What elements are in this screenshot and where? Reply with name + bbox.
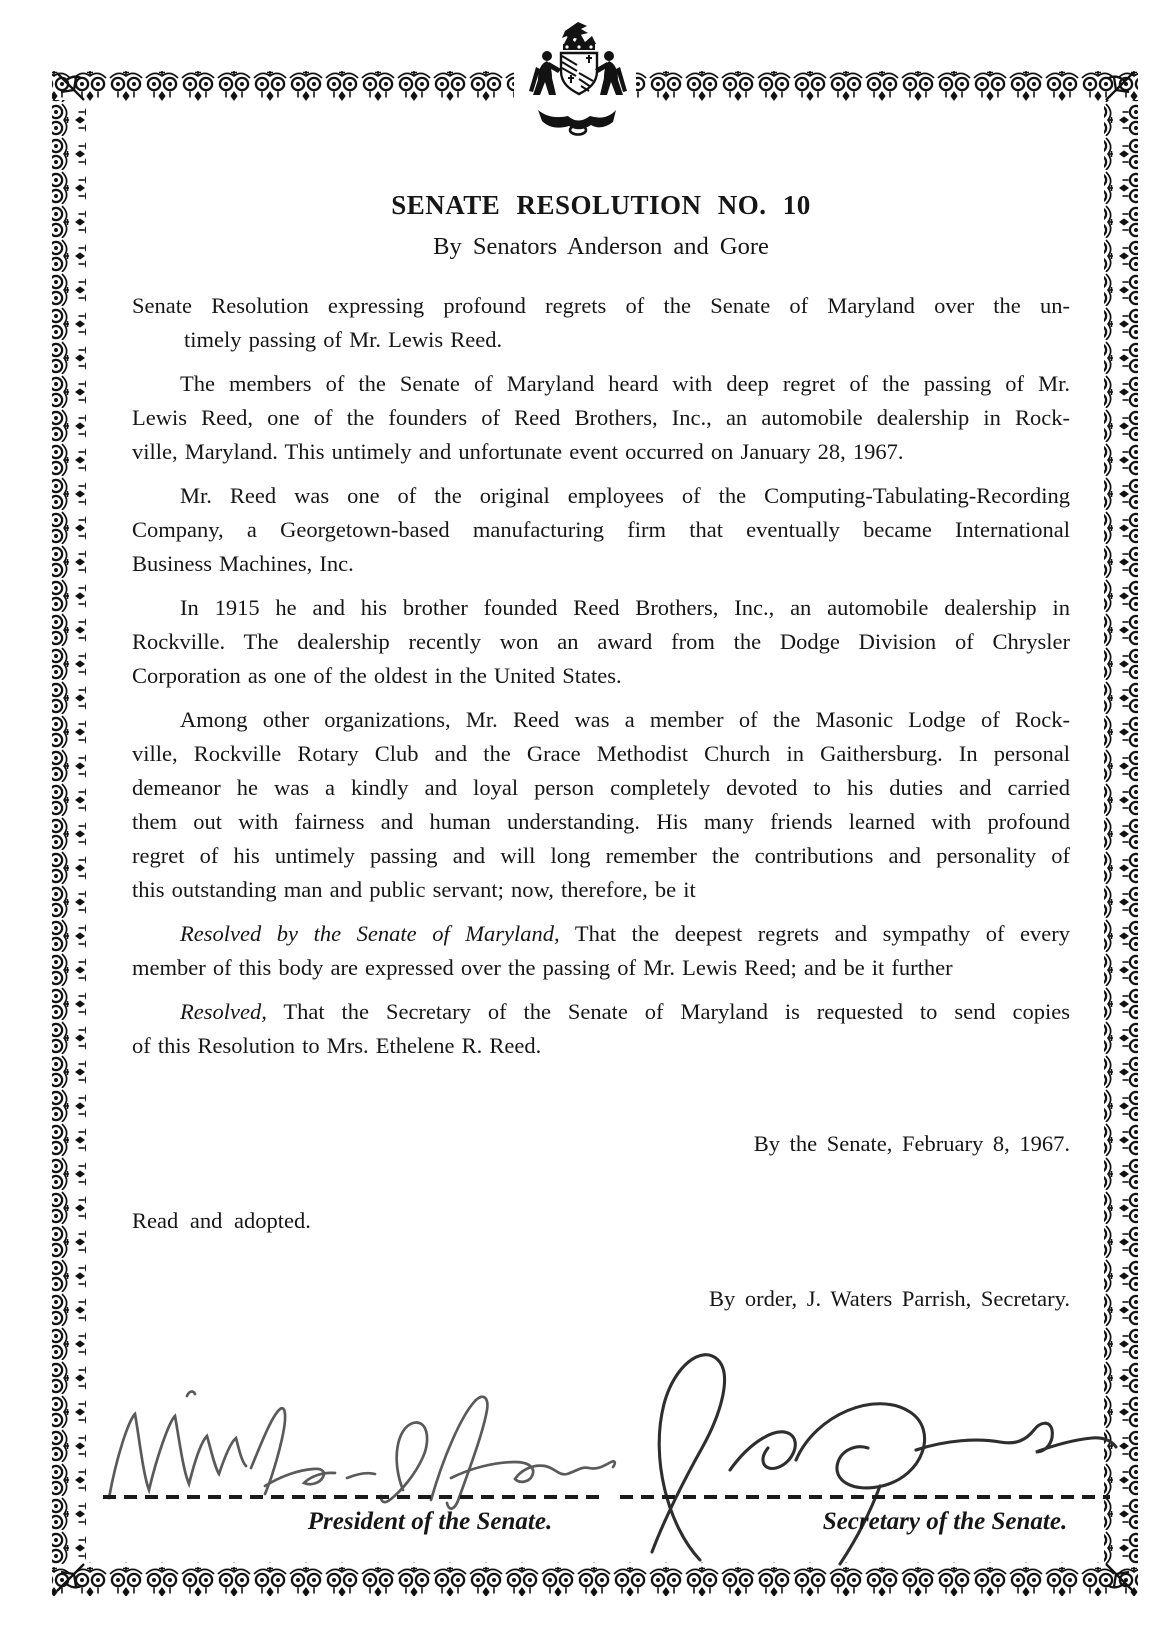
text-line: Corporation as one of the oldest in the United States. — [132, 663, 622, 688]
secretary-caption: Secretary of the Senate. — [822, 1508, 1068, 1535]
paragraph-organizations — [132, 703, 1070, 907]
president-signature — [95, 1338, 625, 1513]
text-line: demeanor he was a kindly and loyal person completely devoted to his duties and carried — [132, 775, 1070, 800]
text-line: Mr. Reed was one of the original employees of the Computing-Tabulating-Recording — [180, 483, 1070, 508]
secretary-signature-line — [620, 1495, 1110, 1499]
signature-block — [0, 1330, 1170, 1580]
text-line: timely passing of Mr. Lewis Reed. — [184, 327, 503, 352]
text-line — [132, 917, 1070, 951]
resolved-rest: That the Secretary of the Senate of Maryland is requested to send copies — [283, 999, 1071, 1024]
text-line: In 1915 he and his brother founded Reed Brothers, Inc., an automobile dealership in — [180, 595, 1070, 620]
resolution-byline: By Senators Anderson and Gore — [433, 233, 769, 260]
preamble — [132, 289, 1070, 357]
text-line: this outstanding man and public servant; now, therefore, be it — [132, 877, 696, 902]
resolved-clause-2 — [132, 995, 1070, 1063]
resolved-lead: Resolved by the Senate of Maryland, — [180, 921, 560, 946]
paragraph-reed-brothers — [132, 591, 1070, 693]
text-line: them out with fairness and human understanding. His many friends learned with profound — [132, 809, 1070, 834]
text-line: Senate Resolution expressing profound regrets of the Senate of Maryland over the un- — [132, 293, 1070, 318]
paragraph-ctr-company — [132, 479, 1070, 581]
adoption-line: Read and adopted. — [132, 1208, 311, 1233]
text-line — [132, 995, 1070, 1029]
resolved-clause-1 — [132, 917, 1070, 985]
text-line: member of this body are expressed over the passing of Mr. Lewis Reed; and be it further — [132, 955, 953, 980]
text-line: ville, Maryland. This untimely and unfortunate event occurred on January 28, 1967. — [132, 439, 904, 464]
resolution-title: SENATE RESOLUTION NO. 10 — [391, 190, 811, 220]
text-line: regret of his untimely passing and will long remember the contributions and personality of — [132, 843, 1070, 868]
text-line: The members of the Senate of Maryland heard with deep regret of the passing of Mr. — [180, 371, 1070, 396]
text-line: of this Resolution to Mrs. Ethelene R. Reed. — [132, 1033, 542, 1058]
resolved-rest: That the deepest regrets and sympathy of every — [574, 921, 1071, 946]
text-line: Lewis Reed, one of the founders of Reed Brothers, Inc., an automobile dealership in Rock- — [132, 405, 1070, 430]
text-line: Business Machines, Inc. — [132, 551, 354, 576]
enactment-date-line: By the Senate, February 8, 1967. — [753, 1131, 1070, 1156]
president-signature-line — [103, 1495, 601, 1499]
paragraph-members — [132, 367, 1070, 469]
text-line: Among other organizations, Mr. Reed was a member of the Masonic Lodge of Rock- — [180, 707, 1070, 732]
resolved-lead: Resolved, — [180, 999, 267, 1024]
text-line: Rockville. The dealership recently won an award from the Dodge Division of Chrysler — [132, 629, 1070, 654]
maryland-coat-of-arms-seal — [516, 20, 640, 138]
text-line: ville, Rockville Rotary Club and the Grace Methodist Church in Gaithersburg. In personal — [132, 741, 1070, 766]
resolution-text — [132, 188, 1070, 1316]
order-line: By order, J. Waters Parrish, Secretary. — [709, 1286, 1070, 1311]
president-caption: President of the Senate. — [307, 1508, 553, 1535]
text-line: Company, a Georgetown-based manufacturing firm that eventually became International — [132, 517, 1070, 542]
